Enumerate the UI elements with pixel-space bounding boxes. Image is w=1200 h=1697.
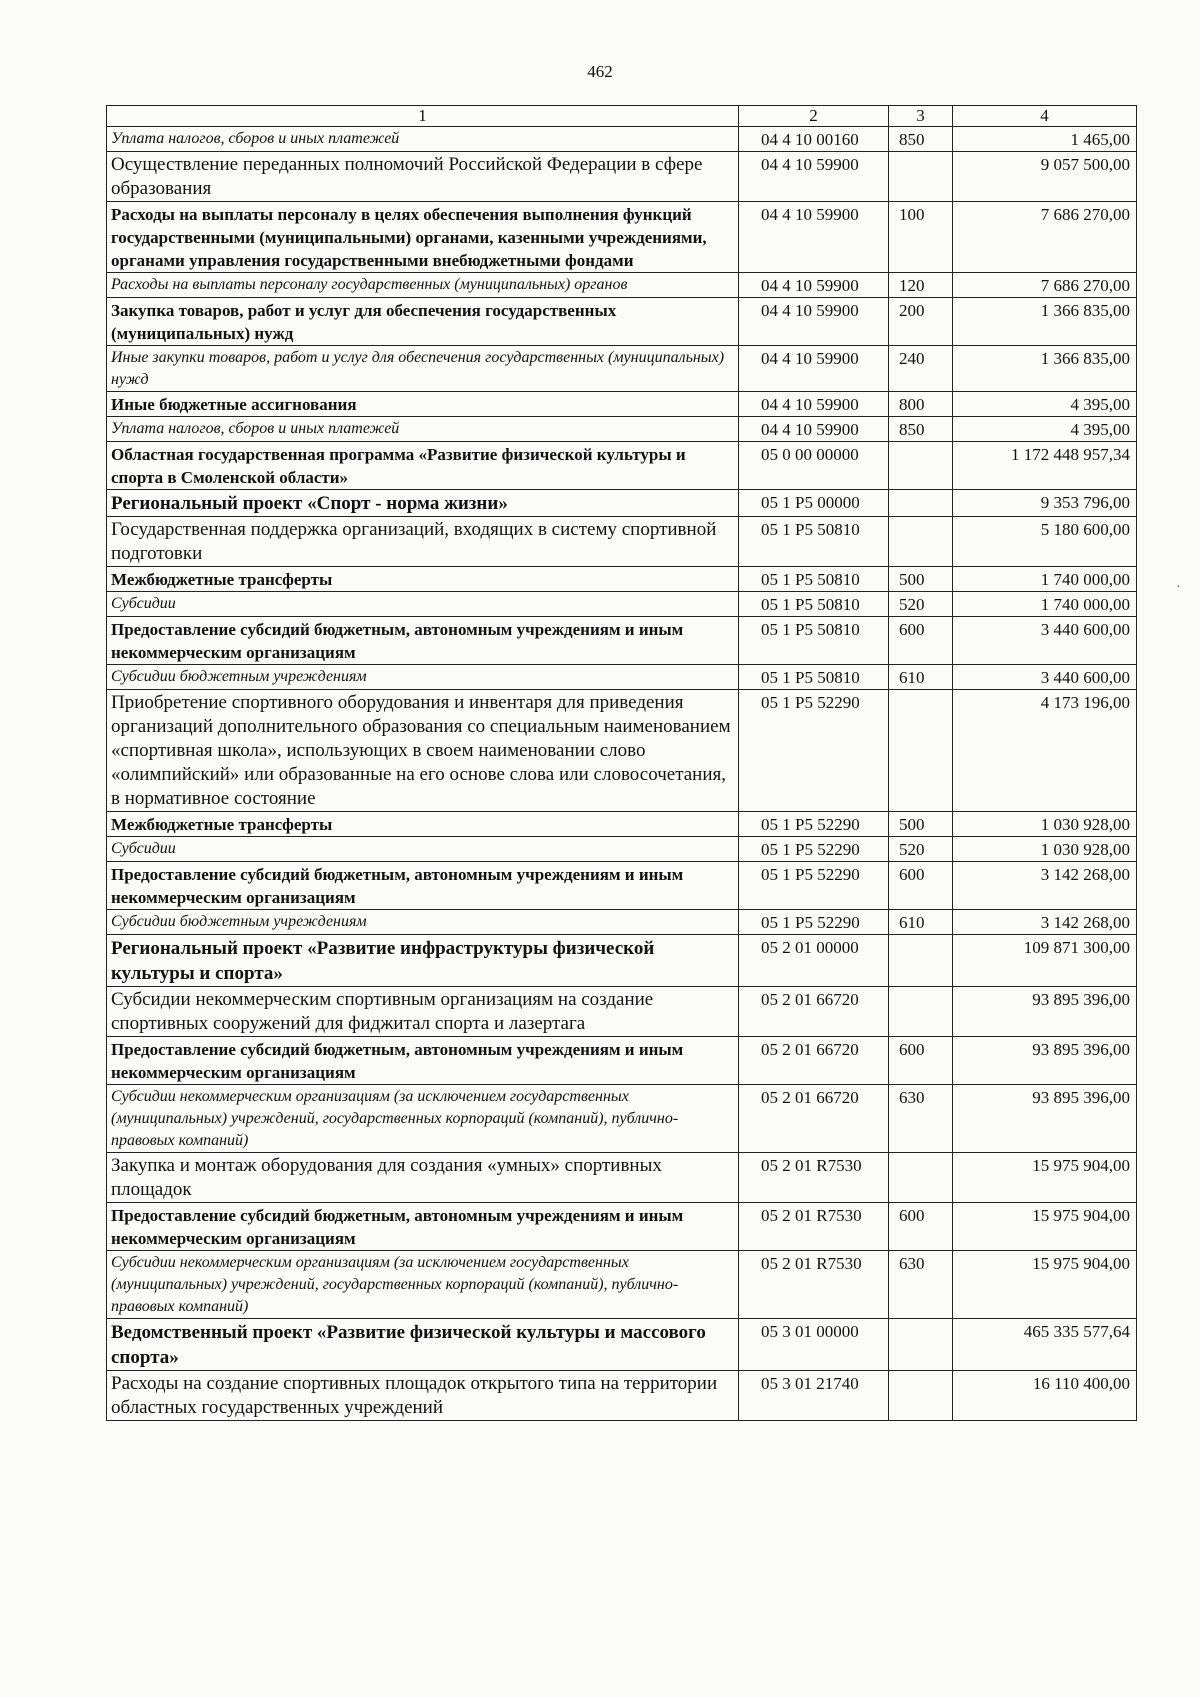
- row-code-cell: 04 4 10 59900: [739, 417, 889, 442]
- row-code-cell: 05 2 01 R7530: [739, 1251, 889, 1319]
- row-name-cell: Межбюджетные трансферты: [107, 567, 739, 592]
- row-code-cell: 04 4 10 59900: [739, 392, 889, 417]
- row-name-cell: Расходы на создание спортивных площадок открытого типа на территории областных государственных учреждений: [107, 1371, 739, 1421]
- row-type-cell: 500: [889, 567, 953, 592]
- header-col-4: 4: [953, 106, 1137, 127]
- row-sum-cell: 16 110 400,00: [953, 1371, 1137, 1421]
- table-row: [107, 910, 1137, 935]
- row-sum-cell: 7 686 270,00: [953, 273, 1137, 298]
- table-row: [107, 417, 1137, 442]
- row-type-cell: [889, 690, 953, 812]
- row-name-cell: Расходы на выплаты персоналу в целях обеспечения выполнения функций государственными (муниципальными) органами, казенными учреждениями, органами управления государственными внебюджетными фондами: [107, 202, 739, 273]
- row-sum-cell: 93 895 396,00: [953, 987, 1137, 1037]
- row-type-cell: [889, 442, 953, 490]
- header-col-3: 3: [889, 106, 953, 127]
- budget-table: [106, 105, 1137, 1421]
- row-code-cell: 04 4 10 00160: [739, 127, 889, 152]
- row-type-cell: 600: [889, 617, 953, 665]
- page-number: 462: [587, 62, 613, 81]
- table-row: [107, 1371, 1137, 1421]
- row-name-cell: Субсидии некоммерческим спортивным организациям на создание спортивных сооружений для фиджитал спорта и лазертага: [107, 987, 739, 1037]
- row-sum-cell: 1 030 928,00: [953, 812, 1137, 837]
- row-code-cell: 04 4 10 59900: [739, 298, 889, 346]
- table-row: [107, 202, 1137, 273]
- row-type-cell: 600: [889, 1203, 953, 1251]
- table-row: [107, 152, 1137, 202]
- table-row: [107, 392, 1137, 417]
- row-sum-cell: 1 465,00: [953, 127, 1137, 152]
- row-code-cell: 05 2 01 66720: [739, 987, 889, 1037]
- row-name-cell: Субсидии некоммерческим организациям (за исключением государственных (муниципальных) учреждений, государственных корпораций (компаний), публично-правовых компаний): [107, 1251, 739, 1319]
- row-name-cell: Субсидии: [107, 837, 739, 862]
- row-name-cell: Межбюджетные трансферты: [107, 812, 739, 837]
- row-sum-cell: 4 395,00: [953, 392, 1137, 417]
- row-code-cell: 05 1 P5 52290: [739, 862, 889, 910]
- row-code-cell: 04 4 10 59900: [739, 152, 889, 202]
- row-sum-cell: 4 395,00: [953, 417, 1137, 442]
- row-code-cell: 05 3 01 21740: [739, 1371, 889, 1421]
- row-name-cell: Субсидии бюджетным учреждениям: [107, 910, 739, 935]
- table-row: [107, 1085, 1137, 1153]
- row-code-cell: 04 4 10 59900: [739, 202, 889, 273]
- row-code-cell: 05 1 P5 50810: [739, 665, 889, 690]
- header-col-2: 2: [739, 106, 889, 127]
- row-code-cell: 05 3 01 00000: [739, 1319, 889, 1371]
- row-code-cell: 05 2 01 R7530: [739, 1203, 889, 1251]
- row-code-cell: 05 1 P5 52290: [739, 837, 889, 862]
- row-code-cell: 05 0 00 00000: [739, 442, 889, 490]
- table-row: [107, 665, 1137, 690]
- row-type-cell: [889, 987, 953, 1037]
- row-type-cell: [889, 152, 953, 202]
- row-type-cell: 120: [889, 273, 953, 298]
- row-type-cell: 610: [889, 665, 953, 690]
- row-type-cell: 520: [889, 837, 953, 862]
- row-code-cell: 05 2 01 00000: [739, 935, 889, 987]
- row-type-cell: [889, 935, 953, 987]
- row-code-cell: 05 1 P5 50810: [739, 567, 889, 592]
- table-row: [107, 987, 1137, 1037]
- row-code-cell: 04 4 10 59900: [739, 346, 889, 392]
- row-sum-cell: 465 335 577,64: [953, 1319, 1137, 1371]
- row-name-cell: Субсидии некоммерческим организациям (за исключением государственных (муниципальных) учреждений, государственных корпораций (компаний), публично-правовых компаний): [107, 1085, 739, 1153]
- table-row: [107, 1251, 1137, 1319]
- table-row: [107, 346, 1137, 392]
- row-sum-cell: 1 172 448 957,34: [953, 442, 1137, 490]
- table-row: [107, 617, 1137, 665]
- table-row: [107, 490, 1137, 517]
- row-type-cell: 240: [889, 346, 953, 392]
- row-sum-cell: 7 686 270,00: [953, 202, 1137, 273]
- row-type-cell: [889, 490, 953, 517]
- row-name-cell: Закупка товаров, работ и услуг для обеспечения государственных (муниципальных) нужд: [107, 298, 739, 346]
- row-name-cell: Уплата налогов, сборов и иных платежей: [107, 417, 739, 442]
- table-row: [107, 1319, 1137, 1371]
- table-row: [107, 837, 1137, 862]
- table-row: [107, 273, 1137, 298]
- row-type-cell: 200: [889, 298, 953, 346]
- row-name-cell: Субсидии бюджетным учреждениям: [107, 665, 739, 690]
- row-name-cell: Приобретение спортивного оборудования и инвентаря для приведения организаций дополнительного образования со специальным наименованием «спортивная школа», использующих в своем наименовании слово «олимпийский» или образованные на его основе слова или словосочетания, в нормативное состояние: [107, 690, 739, 812]
- row-name-cell: Предоставление субсидий бюджетным, автономным учреждениям и иным некоммерческим организациям: [107, 862, 739, 910]
- row-name-cell: Ведомственный проект «Развитие физической культуры и массового спорта»: [107, 1319, 739, 1371]
- row-sum-cell: 15 975 904,00: [953, 1153, 1137, 1203]
- row-type-cell: 850: [889, 417, 953, 442]
- table-row: [107, 442, 1137, 490]
- row-sum-cell: 93 895 396,00: [953, 1085, 1137, 1153]
- row-code-cell: 05 1 P5 52290: [739, 812, 889, 837]
- row-type-cell: [889, 1371, 953, 1421]
- row-code-cell: 05 1 P5 52290: [739, 690, 889, 812]
- row-name-cell: Предоставление субсидий бюджетным, автономным учреждениям и иным некоммерческим организациям: [107, 617, 739, 665]
- row-name-cell: Областная государственная программа «Развитие физической культуры и спорта в Смоленской области»: [107, 442, 739, 490]
- row-code-cell: 04 4 10 59900: [739, 273, 889, 298]
- header-col-1: 1: [107, 106, 739, 127]
- row-code-cell: 05 1 P5 00000: [739, 490, 889, 517]
- row-sum-cell: 9 057 500,00: [953, 152, 1137, 202]
- row-sum-cell: 1 030 928,00: [953, 837, 1137, 862]
- row-type-cell: 630: [889, 1085, 953, 1153]
- row-sum-cell: 109 871 300,00: [953, 935, 1137, 987]
- row-name-cell: Региональный проект «Развитие инфраструктуры физической культуры и спорта»: [107, 935, 739, 987]
- table-row: [107, 567, 1137, 592]
- row-sum-cell: 4 173 196,00: [953, 690, 1137, 812]
- row-type-cell: [889, 1319, 953, 1371]
- row-code-cell: 05 2 01 66720: [739, 1037, 889, 1085]
- row-type-cell: 630: [889, 1251, 953, 1319]
- row-sum-cell: 1 366 835,00: [953, 298, 1137, 346]
- row-sum-cell: 1 740 000,00: [953, 567, 1137, 592]
- row-code-cell: 05 1 P5 50810: [739, 592, 889, 617]
- row-name-cell: Государственная поддержка организаций, входящих в систему спортивной подготовки: [107, 517, 739, 567]
- row-type-cell: [889, 1153, 953, 1203]
- row-sum-cell: 9 353 796,00: [953, 490, 1137, 517]
- row-type-cell: 600: [889, 1037, 953, 1085]
- table-row: [107, 862, 1137, 910]
- table-row: [107, 812, 1137, 837]
- table-row: [107, 1153, 1137, 1203]
- table-row: [107, 1037, 1137, 1085]
- row-sum-cell: 3 142 268,00: [953, 910, 1137, 935]
- table-row: [107, 935, 1137, 987]
- row-type-cell: 610: [889, 910, 953, 935]
- row-sum-cell: 3 142 268,00: [953, 862, 1137, 910]
- row-sum-cell: 1 366 835,00: [953, 346, 1137, 392]
- row-sum-cell: 15 975 904,00: [953, 1251, 1137, 1319]
- table-row: [107, 690, 1137, 812]
- row-type-cell: 520: [889, 592, 953, 617]
- row-name-cell: Расходы на выплаты персоналу государственных (муниципальных) органов: [107, 273, 739, 298]
- row-name-cell: Осуществление переданных полномочий Российской Федерации в сфере образования: [107, 152, 739, 202]
- row-type-cell: 800: [889, 392, 953, 417]
- table-row: [107, 127, 1137, 152]
- table-header-row: [107, 106, 1137, 127]
- row-name-cell: Предоставление субсидий бюджетным, автономным учреждениям и иным некоммерческим организациям: [107, 1203, 739, 1251]
- row-code-cell: 05 1 P5 50810: [739, 517, 889, 567]
- row-name-cell: Закупка и монтаж оборудования для создания «умных» спортивных площадок: [107, 1153, 739, 1203]
- row-type-cell: 600: [889, 862, 953, 910]
- row-code-cell: 05 2 01 66720: [739, 1085, 889, 1153]
- row-name-cell: Иные бюджетные ассигнования: [107, 392, 739, 417]
- row-name-cell: Уплата налогов, сборов и иных платежей: [107, 127, 739, 152]
- table-row: [107, 517, 1137, 567]
- row-name-cell: Предоставление субсидий бюджетным, автономным учреждениям и иным некоммерческим организациям: [107, 1037, 739, 1085]
- row-type-cell: 850: [889, 127, 953, 152]
- row-code-cell: 05 2 01 R7530: [739, 1153, 889, 1203]
- row-code-cell: 05 1 P5 52290: [739, 910, 889, 935]
- margin-mark: ·: [1176, 580, 1181, 595]
- row-type-cell: [889, 517, 953, 567]
- table-row: [107, 298, 1137, 346]
- row-name-cell: Иные закупки товаров, работ и услуг для обеспечения государственных (муниципальных) нужд: [107, 346, 739, 392]
- row-sum-cell: 5 180 600,00: [953, 517, 1137, 567]
- row-sum-cell: 1 740 000,00: [953, 592, 1137, 617]
- row-sum-cell: 3 440 600,00: [953, 617, 1137, 665]
- row-type-cell: 500: [889, 812, 953, 837]
- row-sum-cell: 3 440 600,00: [953, 665, 1137, 690]
- row-type-cell: 100: [889, 202, 953, 273]
- table-row: [107, 1203, 1137, 1251]
- row-name-cell: Региональный проект «Спорт - норма жизни»: [107, 490, 739, 517]
- row-name-cell: Субсидии: [107, 592, 739, 617]
- row-sum-cell: 15 975 904,00: [953, 1203, 1137, 1251]
- table-row: [107, 592, 1137, 617]
- row-sum-cell: 93 895 396,00: [953, 1037, 1137, 1085]
- row-code-cell: 05 1 P5 50810: [739, 617, 889, 665]
